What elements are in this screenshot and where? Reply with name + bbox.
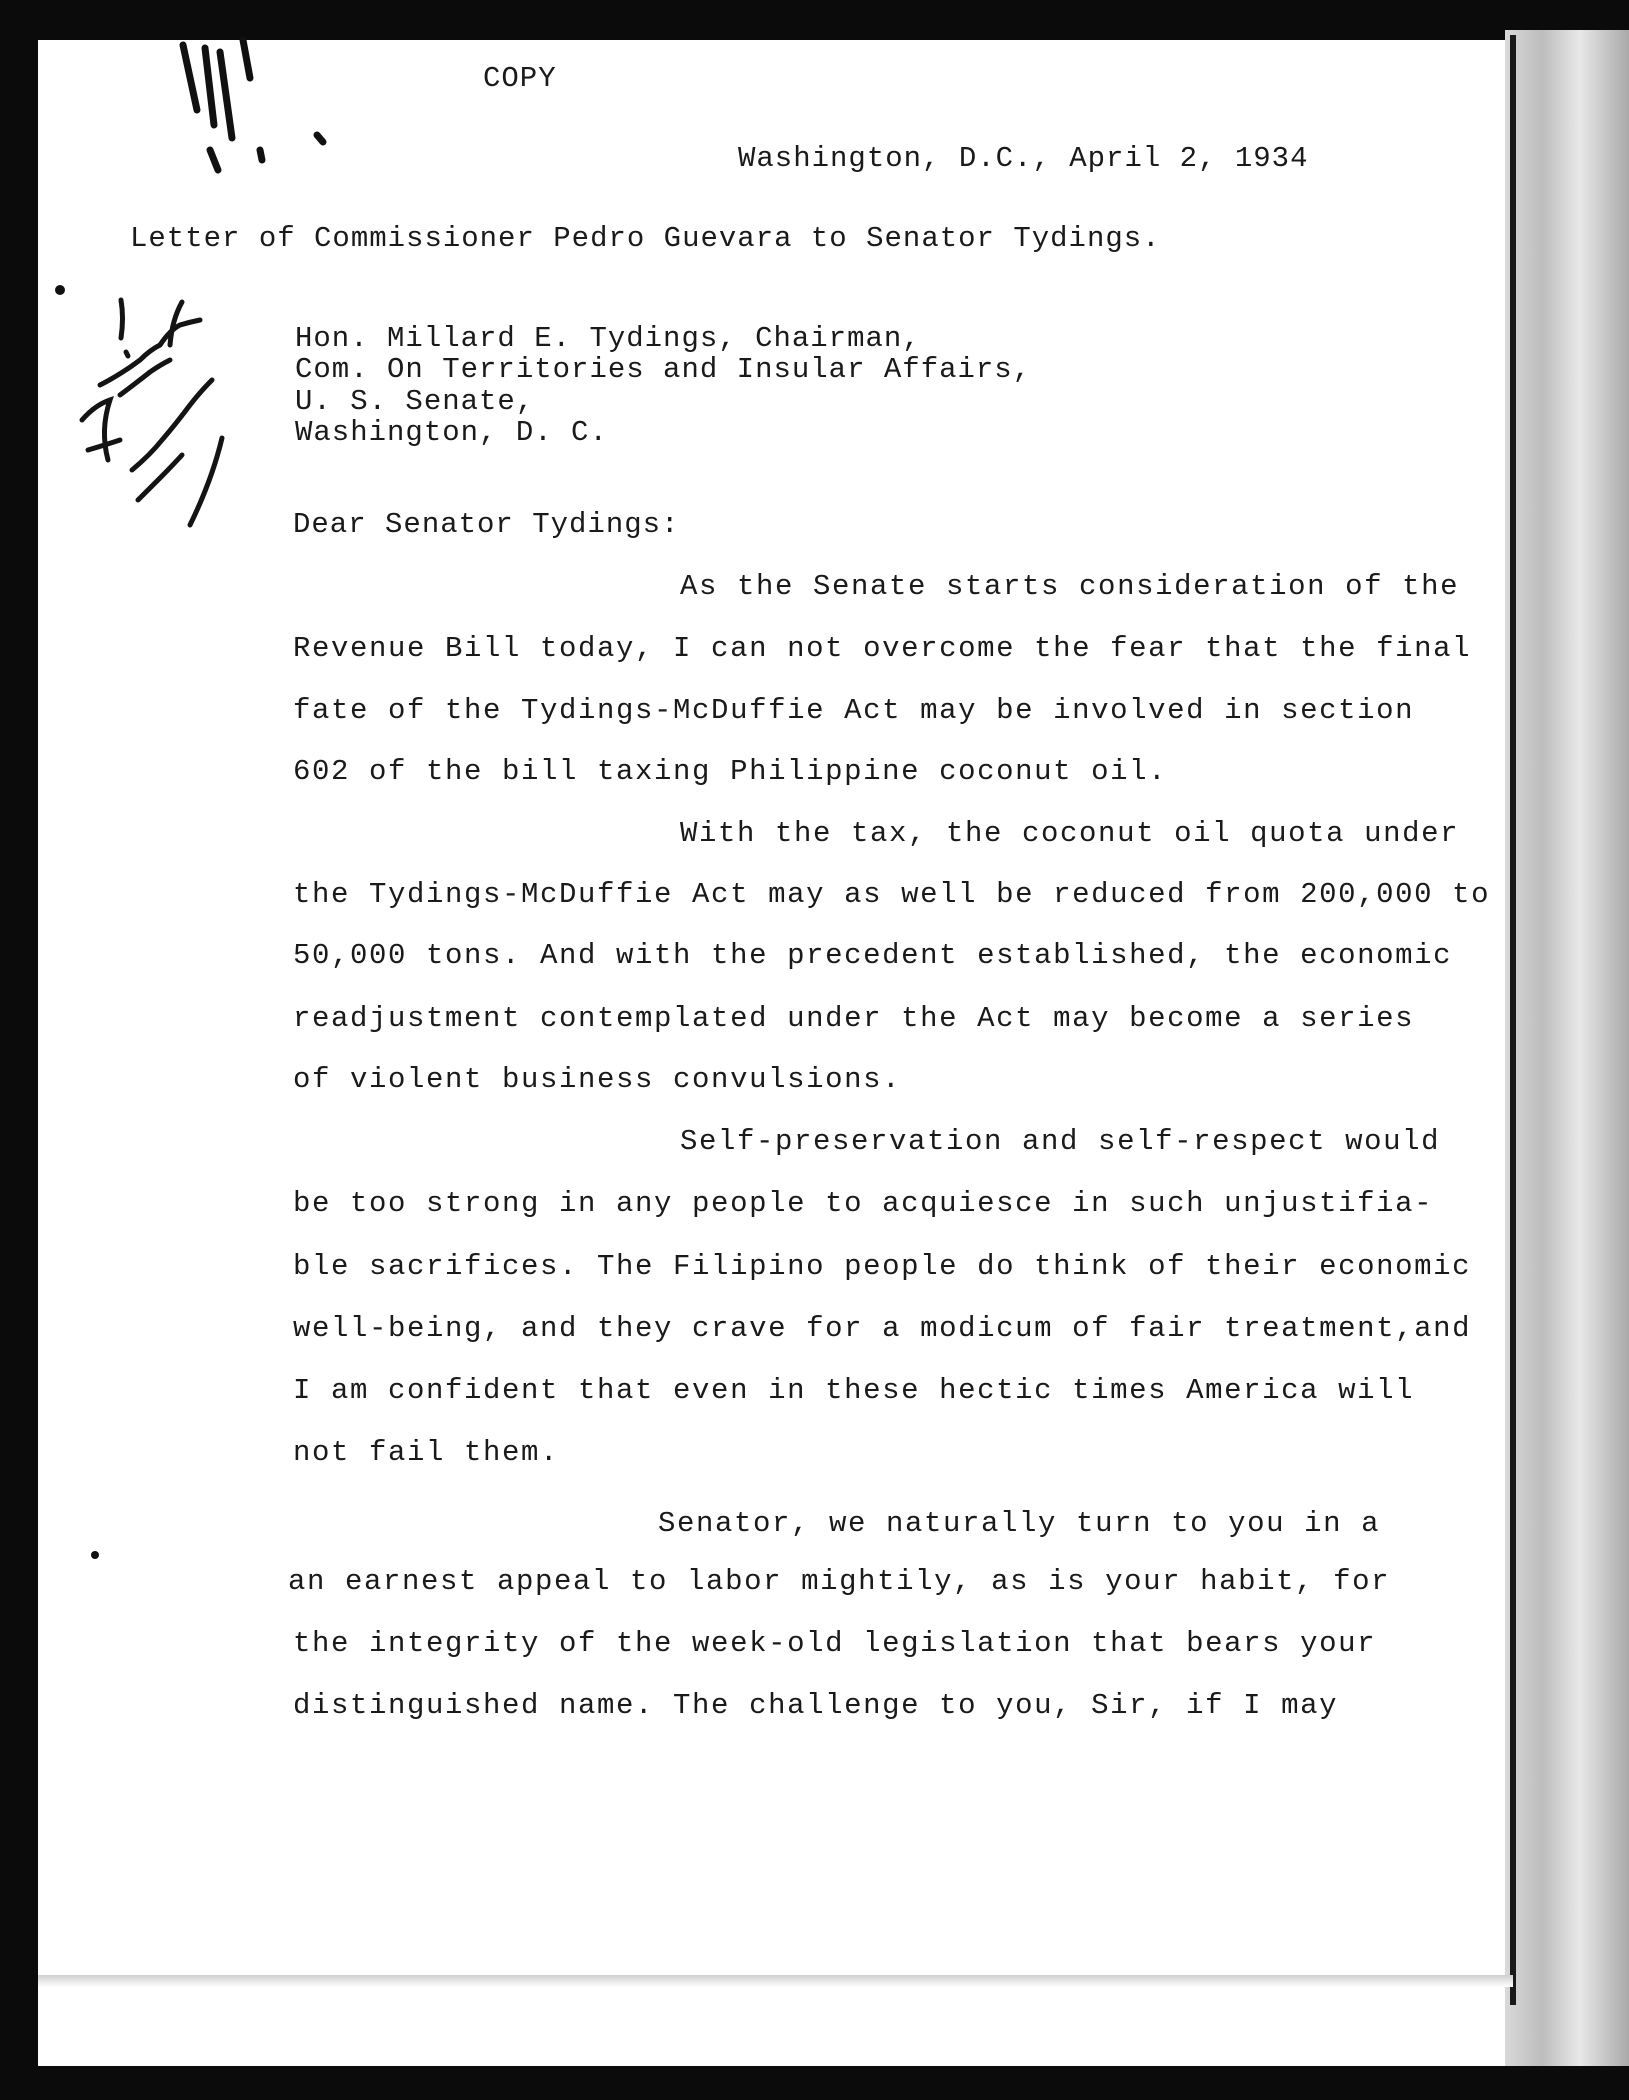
body-line: fate of the Tydings-McDuffie Act may be involved in section: [293, 694, 1415, 727]
body-line: I am confident that even in these hectic times America will: [293, 1374, 1415, 1407]
body-line: the integrity of the week-old legislation that bears your: [293, 1627, 1377, 1660]
letter-subject: Letter of Commissioner Pedro Guevara to Senator Tydings.: [130, 222, 1161, 255]
address-line: Washington, D. C.: [295, 416, 608, 449]
body-line: distinguished name. The challenge to you, Sir, if I may: [293, 1689, 1339, 1722]
body-line: Revenue Bill today, I can not overcome the fear that the final: [293, 632, 1472, 665]
body-line: be too strong in any people to acquiesce in such unjustifia-: [293, 1187, 1434, 1220]
body-line: the Tydings-McDuffie Act may as well be reduced from 200,000 to: [293, 878, 1491, 911]
body-line: 602 of the bill taxing Philippine coconut oil.: [293, 755, 1168, 788]
body-line: of violent business convulsions.: [293, 1063, 902, 1096]
body-line: With the tax, the coconut oil quota under: [680, 817, 1460, 850]
address-line: U. S. Senate,: [295, 385, 535, 418]
body-line: ble sacrifices. The Filipino people do think of their economic: [293, 1250, 1472, 1283]
body-line: an earnest appeal to labor mightily, as is your habit, for: [288, 1565, 1391, 1598]
body-line: Senator, we naturally turn to you in a: [658, 1507, 1381, 1540]
body-line: As the Senate starts consideration of the: [680, 570, 1460, 603]
body-line: 50,000 tons. And with the precedent established, the economic: [293, 939, 1453, 972]
body-line: not fail them.: [293, 1436, 560, 1469]
copy-label: COPY: [483, 62, 557, 95]
address-line: Com. On Territories and Insular Affairs,: [295, 353, 1032, 386]
body-line: readjustment contemplated under the Act may become a series: [293, 1002, 1415, 1035]
date-line: Washington, D.C., April 2, 1934: [738, 142, 1309, 175]
address-line: Hon. Millard E. Tydings, Chairman,: [295, 322, 921, 355]
body-line: well-being, and they crave for a modicum of fair treatment,and: [293, 1312, 1472, 1345]
body-line: Self-preservation and self-respect would: [680, 1125, 1441, 1158]
salutation: Dear Senator Tydings:: [293, 508, 680, 541]
